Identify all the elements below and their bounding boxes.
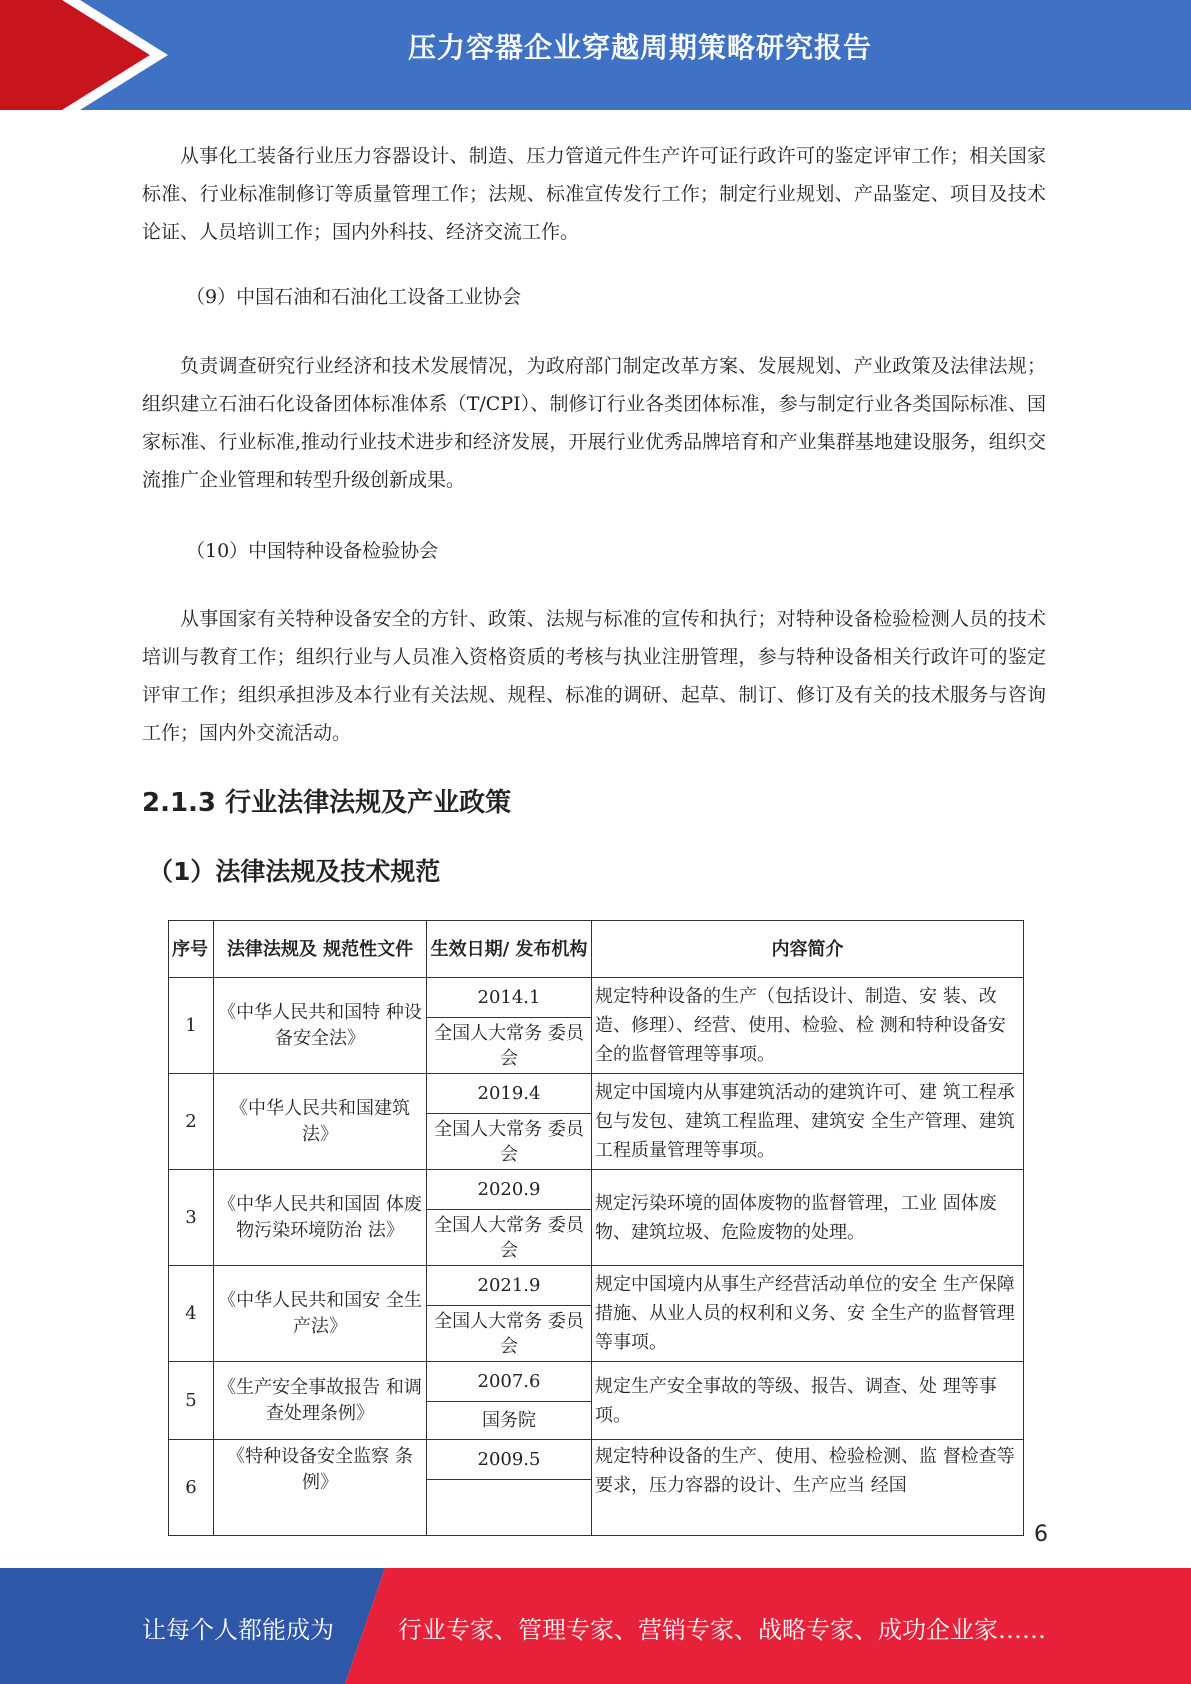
row-name: 《特种设备安全监察 条例》 [214, 1440, 427, 1536]
header-seq: 序号 [169, 921, 214, 978]
row-desc: 规定特种设备的生产（包括设计、制造、安 装、改造、修理）、经营、使用、检验、检 测和特种设备安全的监督管理等事项。 [592, 978, 1024, 1074]
paragraph-association-9: 负责调查研究行业经济和技术发展情况，为政府部门制定改革方案、发展规划、产业政策及法律法规；组织建立石油石化设备团体标准体系（T/CPI）、制修订行业各类团体标准，参与制定行业各类国际标准、国家标准、行业标准,推动行业技术进步和经济发展，开展行业优秀品牌培育和产业集群基地建设服务，组织交流推广企业管理和转型升级创新成果。 [142, 355, 1046, 491]
row-name: 《中华人民共和国安 全生产法》 [214, 1266, 427, 1362]
row-org [427, 1480, 592, 1536]
row-desc: 规定污染环境的固体废物的监督管理，工业 固体废物、建筑垃圾、危险废物的处理。 [592, 1170, 1024, 1266]
row-name: 《中华人民共和国特 种设备安全法》 [214, 978, 427, 1074]
row-desc: 规定特种设备的生产、使用、检验检测、监 督检查等要求，压力容器的设计、生产应当 经国 [592, 1440, 1024, 1536]
section-heading: 2.1.3 行业法律法规及产业政策 [142, 788, 512, 818]
row-seq: 4 [169, 1266, 214, 1362]
laws-table [168, 920, 1024, 1536]
header-desc: 内容简介 [592, 921, 1024, 978]
row-date: 2014.1 [427, 978, 592, 1018]
row-desc: 规定中国境内从事生产经营活动单位的安全 生产保障措施、从业人员的权利和义务、安 全生产的监督管理等事项。 [592, 1266, 1024, 1362]
row-date: 2019.4 [427, 1074, 592, 1114]
header-date-org: 生效日期/ 发布机构 [427, 921, 592, 978]
table-row [169, 1266, 1024, 1306]
table-header-row [169, 921, 1024, 978]
table-row [169, 1362, 1024, 1402]
subheading-association-9: （9）中国石油和石油化工设备工业协会 [186, 286, 522, 308]
row-org: 全国人大常务 委员会 [427, 1114, 592, 1170]
row-name: 《生产安全事故报告 和调查处理条例》 [214, 1362, 427, 1440]
table-row [169, 978, 1024, 1018]
header-name: 法律法规及 规范性文件 [214, 921, 427, 978]
row-seq: 1 [169, 978, 214, 1074]
row-org: 国务院 [427, 1402, 592, 1440]
footer-slogan-left: 让每个人都能成为 [142, 1616, 334, 1644]
row-date: 2009.5 [427, 1440, 592, 1480]
page-number: 6 [1034, 1522, 1048, 1547]
row-org: 全国人大常务 委员会 [427, 1210, 592, 1266]
laws-table-container [168, 920, 1024, 1498]
row-org: 全国人大常务 委员会 [427, 1306, 592, 1362]
row-seq: 2 [169, 1074, 214, 1170]
row-name: 《中华人民共和国固 体废物污染环境防治 法》 [214, 1170, 427, 1266]
row-desc: 规定生产安全事故的等级、报告、调查、处 理等事项。 [592, 1362, 1024, 1440]
paragraph-association-8: 从事化工装备行业压力容器设计、制造、压力管道元件生产许可证行政许可的鉴定评审工作；相关国家标准、行业标准制修订等质量管理工作；法规、标准宣传发行工作；制定行业规划、产品鉴定、项目及技术论证、人员培训工作；国内外科技、经济交流工作。 [142, 145, 1046, 243]
header-banner [0, 0, 1191, 110]
row-seq: 6 [169, 1440, 214, 1536]
row-seq: 5 [169, 1362, 214, 1440]
paragraph-association-10: 从事国家有关特种设备安全的方针、政策、法规与标准的宣传和执行；对特种设备检验检测人员的技术培训与教育工作；组织行业与人员准入资格资质的考核与执业注册管理，参与特种设备相关行政许可的鉴定评审工作；组织承担涉及本行业有关法规、规程、标准的调研、起草、制订、修订及有关的技术服务与咨询工作；国内外交流活动。 [142, 608, 1046, 744]
subheading-association-10: （10）中国特种设备检验协会 [186, 540, 439, 562]
row-date: 2020.9 [427, 1170, 592, 1210]
row-name: 《中华人民共和国建筑法》 [214, 1074, 427, 1170]
row-org: 全国人大常务 委员会 [427, 1018, 592, 1074]
table-row [169, 1074, 1024, 1114]
report-title: 压力容器企业穿越周期策略研究报告 [407, 31, 872, 64]
table-row [169, 1170, 1024, 1210]
subsection-heading: （1）法律法规及技术规范 [148, 857, 441, 886]
footer-banner [0, 1568, 1191, 1684]
row-desc: 规定中国境内从事建筑活动的建筑许可、建 筑工程承包与发包、建筑工程监理、建筑安 全生产管理、建筑工程质量管理等事项。 [592, 1074, 1024, 1170]
row-date: 2021.9 [427, 1266, 592, 1306]
table-row [169, 1440, 1024, 1480]
row-seq: 3 [169, 1170, 214, 1266]
row-date: 2007.6 [427, 1362, 592, 1402]
footer-slogan-right: 行业专家、管理专家、营销专家、战略专家、成功企业家…… [398, 1616, 1046, 1644]
